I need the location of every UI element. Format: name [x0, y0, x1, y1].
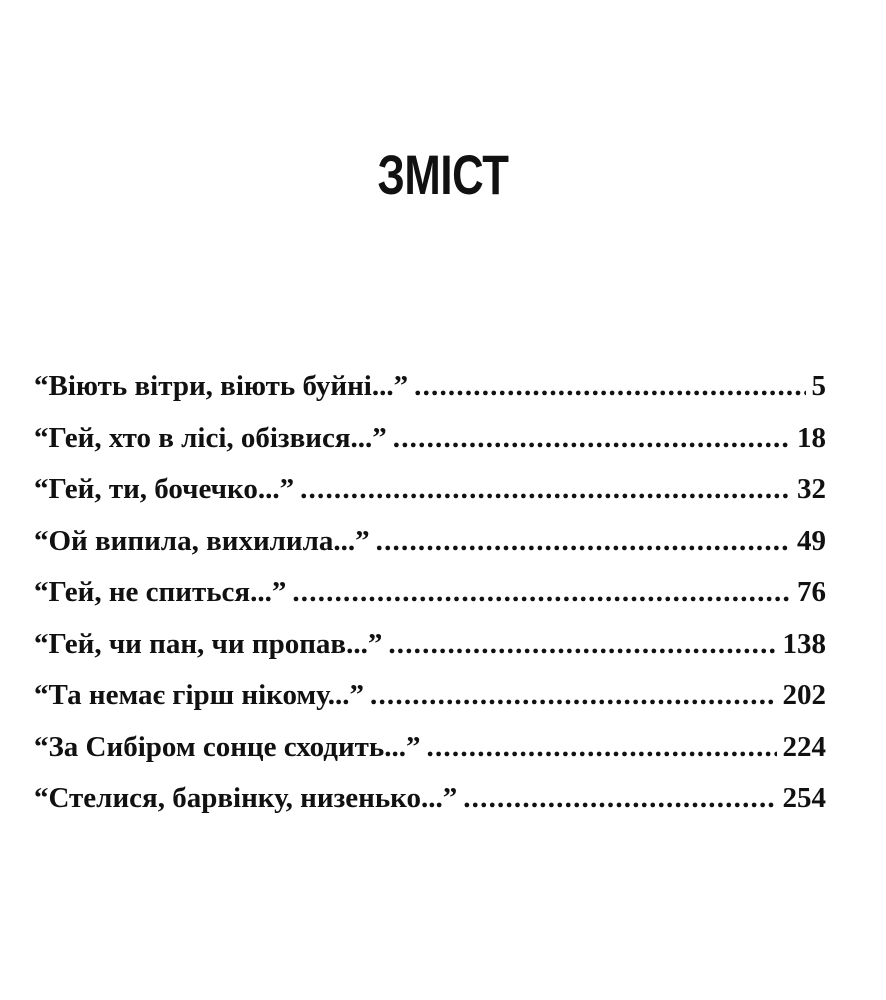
table-of-contents [34, 361, 826, 825]
dot-leader [463, 773, 776, 825]
toc-entry-title: “Віють вітри, віють буйні...” [34, 370, 409, 402]
dot-leader [300, 464, 791, 516]
toc-entry-page: 202 [782, 679, 826, 711]
toc-entry-page: 224 [782, 730, 826, 763]
dot-leader [414, 361, 805, 413]
dot-leader [388, 619, 776, 671]
toc-entry-title: “Та немає гірш нікому...” [34, 679, 365, 711]
toc-entry [34, 464, 826, 516]
toc-entry-page: 18 [797, 421, 826, 454]
toc-entry-title: “Ой випила, вихилила...” [34, 524, 370, 557]
toc-entry-page: 32 [797, 473, 826, 505]
toc-entry-title: “Стелися, барвінку, низенько...” [34, 782, 458, 814]
toc-entry-title: “Гей, хто в лісі, обізвися...” [34, 421, 387, 454]
toc-entry-title: “За Сибіром сонце сходить...” [34, 730, 421, 763]
page-title: ЗМІСТ [377, 143, 509, 206]
toc-entry [34, 567, 826, 619]
dot-leader [393, 413, 791, 465]
toc-entry-page: 138 [782, 627, 826, 660]
dot-leader [370, 670, 776, 722]
toc-entry [34, 722, 826, 774]
toc-entry-title: “Гей, ти, бочечко...” [34, 473, 295, 505]
toc-entry-title: “Гей, не спиться...” [34, 576, 287, 608]
toc-entry-page: 49 [797, 524, 826, 557]
dot-leader [427, 722, 777, 774]
dot-leader [376, 516, 791, 568]
toc-entry [34, 361, 826, 413]
dot-leader [292, 567, 791, 619]
toc-entry [34, 670, 826, 722]
toc-entry [34, 773, 826, 825]
toc-entry [34, 619, 826, 671]
toc-entry [34, 516, 826, 568]
toc-entry-page: 5 [811, 370, 826, 402]
toc-entry-page: 76 [797, 576, 826, 608]
toc-entry [34, 413, 826, 465]
toc-entry-page: 254 [782, 782, 826, 814]
toc-entry-title: “Гей, чи пан, чи пропав...” [34, 627, 383, 660]
